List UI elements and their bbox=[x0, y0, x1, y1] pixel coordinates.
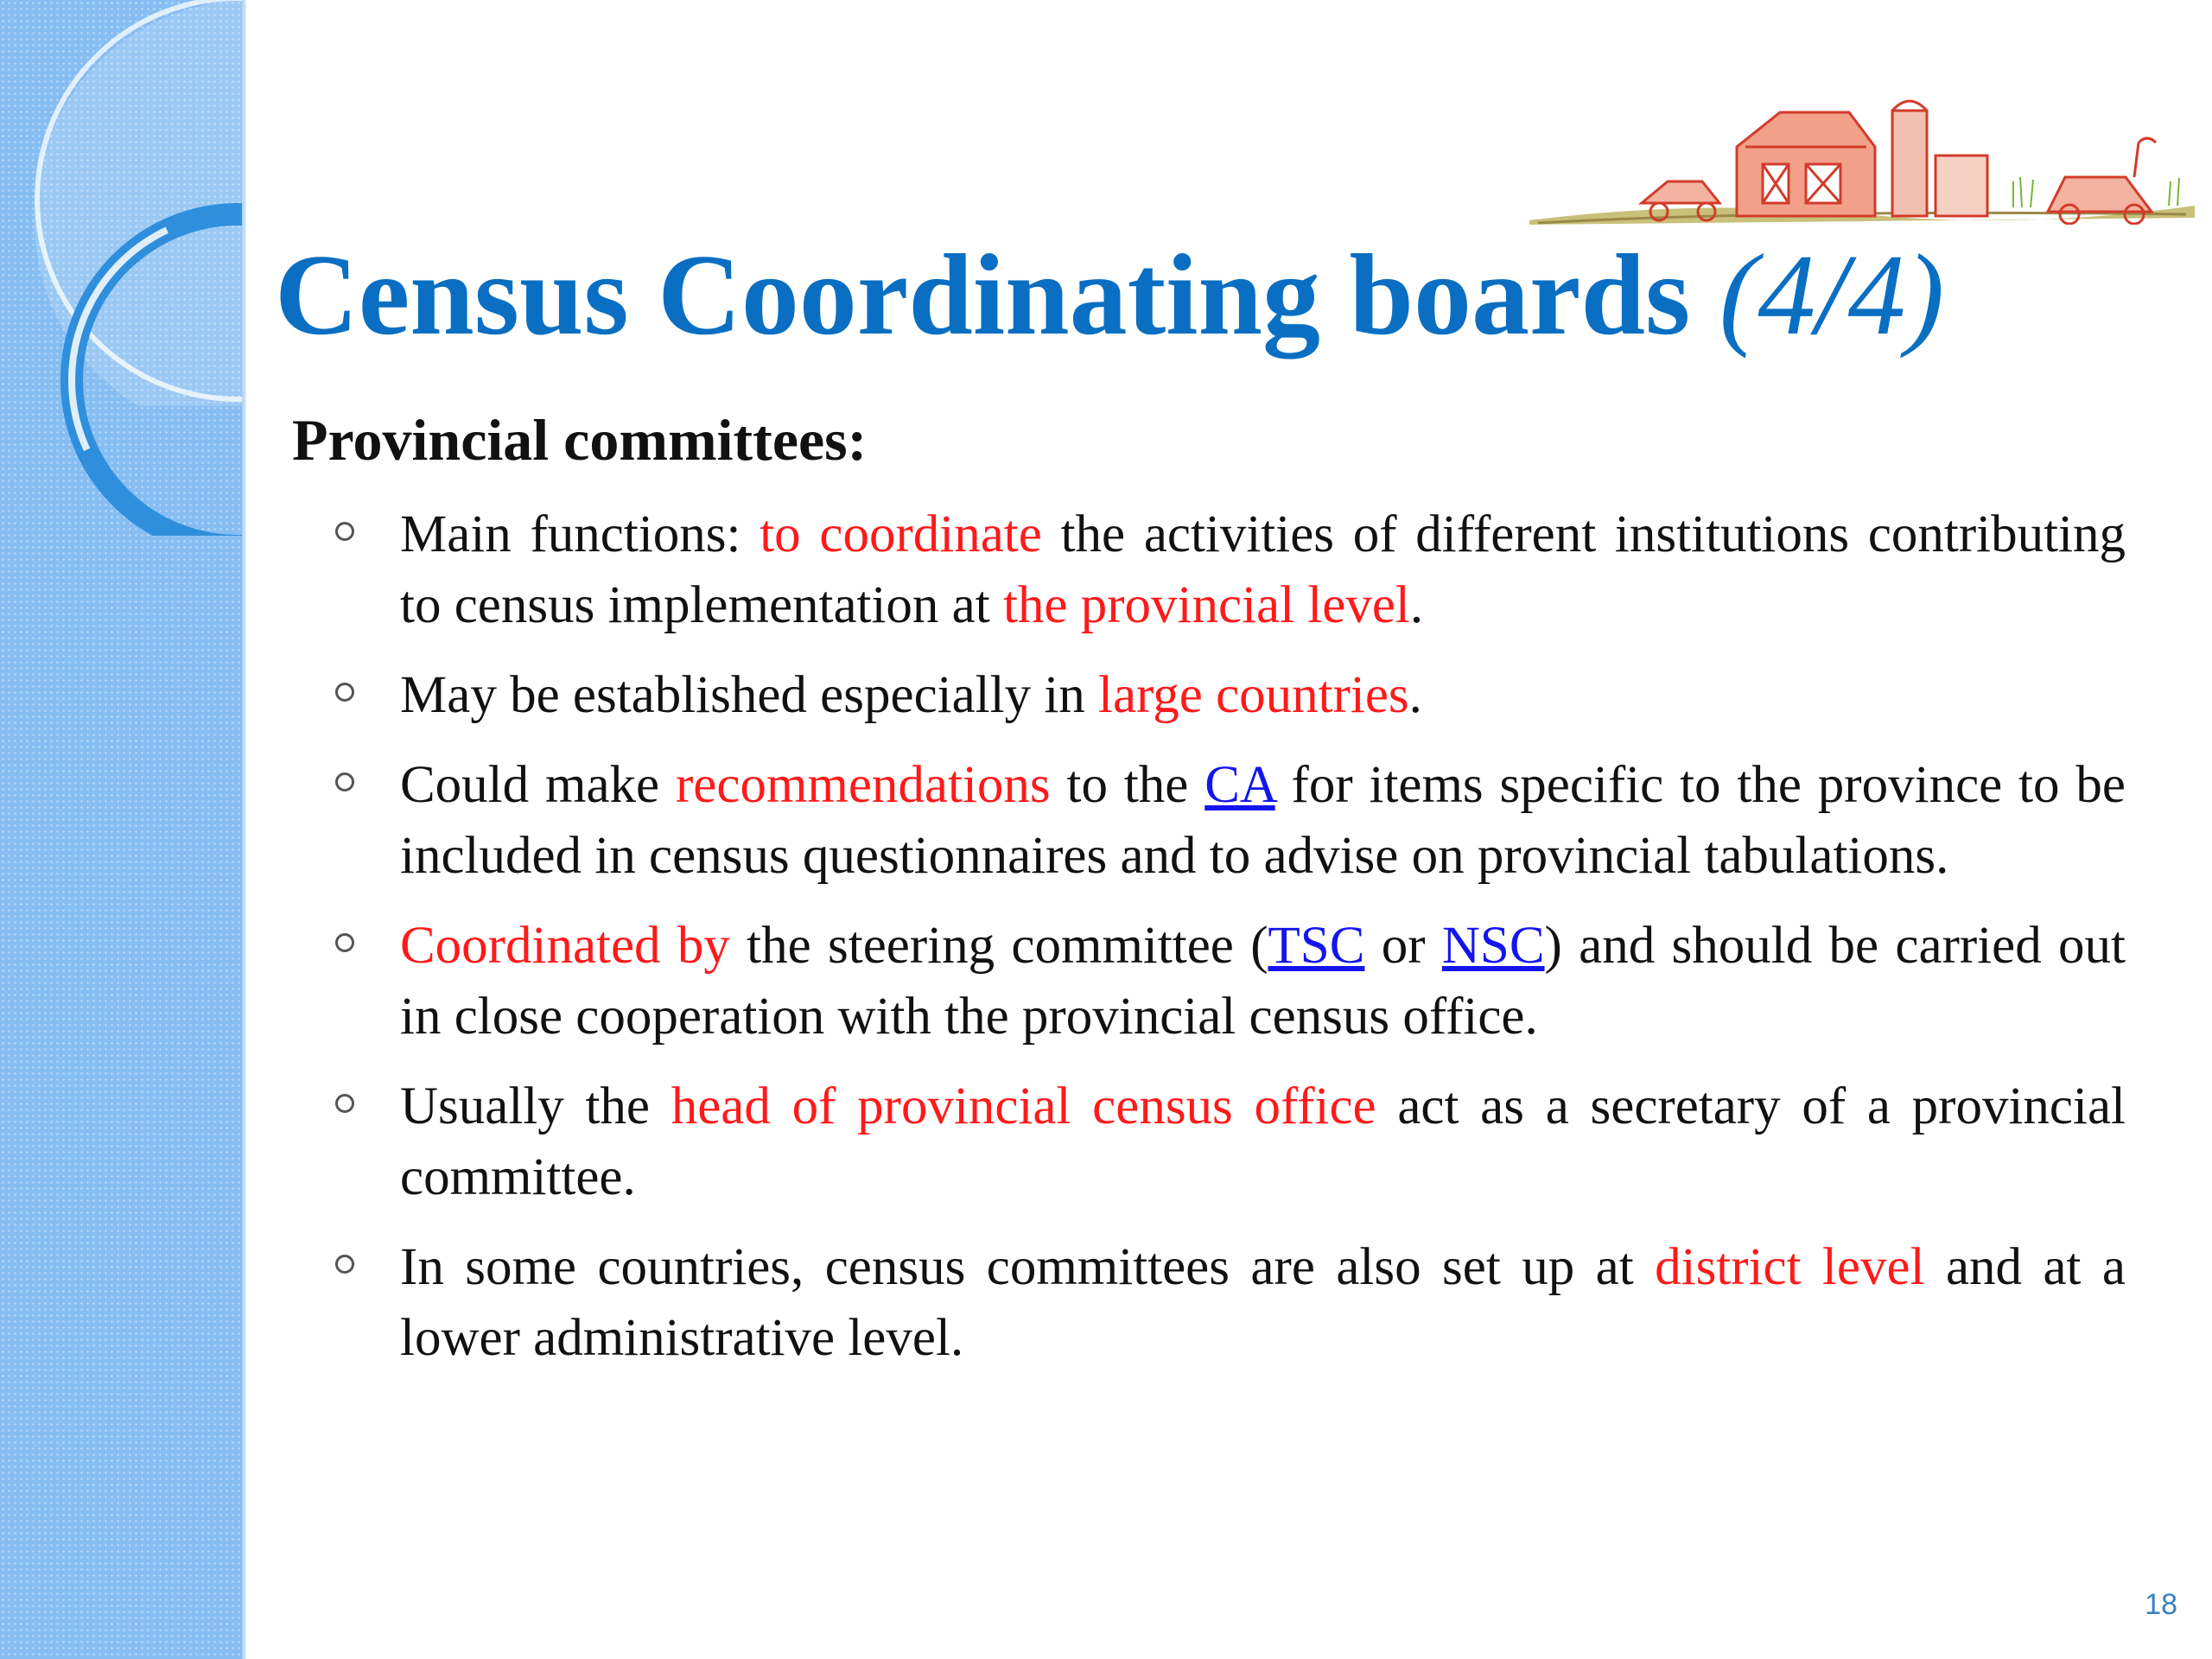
bullet-text: the activities of different institutions contributing to census implementation at bbox=[400, 505, 2126, 634]
bullet-text: In some countries, census committees are also set up at bbox=[400, 1238, 1656, 1296]
bullet-text: or bbox=[1364, 917, 1442, 975]
highlighted-text: district level bbox=[1655, 1238, 1925, 1296]
bullet-item bbox=[292, 499, 2126, 641]
highlighted-text: Coordinated by bbox=[400, 917, 730, 975]
bullet-text: . bbox=[1408, 666, 1422, 724]
bullet-text: Main functions: bbox=[400, 505, 760, 563]
farm-illustration bbox=[1529, 95, 2195, 225]
bullet-text: the steering committee ( bbox=[729, 917, 1268, 975]
sidebar-edge bbox=[242, 0, 246, 1659]
title-part-indicator: (4/4) bbox=[1719, 231, 1945, 359]
hollow-circle-bullet-icon bbox=[335, 522, 354, 541]
title-main: Census Coordinating boards bbox=[275, 231, 1719, 359]
highlighted-text: to coordinate bbox=[760, 505, 1042, 563]
highlighted-text: head of provincial census office bbox=[671, 1077, 1376, 1135]
highlighted-text: the provincial level bbox=[1002, 576, 1410, 634]
hollow-circle-bullet-icon bbox=[335, 683, 354, 702]
page-number: 18 bbox=[2145, 1588, 2177, 1621]
bullet-item bbox=[292, 911, 2126, 1052]
bullet-text: May be established especially in bbox=[400, 666, 1099, 724]
bullet-item bbox=[292, 750, 2126, 892]
link-nsc[interactable]: NSC bbox=[1441, 917, 1545, 975]
bullet-text: Could make bbox=[400, 756, 676, 814]
bullet-text: act as a secretary of a provincial committee. bbox=[400, 1077, 2126, 1206]
link-tsc[interactable]: TSC bbox=[1268, 917, 1365, 975]
bullet-text: and at a lower administrative level. bbox=[400, 1238, 2126, 1367]
hollow-circle-bullet-icon bbox=[335, 1255, 354, 1274]
ring-ornament-icon bbox=[0, 0, 246, 536]
bullet-item bbox=[292, 1232, 2126, 1374]
page-title bbox=[275, 232, 1944, 359]
bullet-item bbox=[292, 660, 2126, 731]
decorative-sidebar bbox=[0, 0, 246, 1659]
highlighted-text: large countries bbox=[1098, 666, 1409, 724]
section-heading: Provincial committees: bbox=[292, 407, 868, 473]
bullet-text: Usually the bbox=[400, 1077, 671, 1135]
bullet-text: for items specific to the province to be included in census questionnaires and to advise on provincial tabulations. bbox=[400, 756, 2126, 885]
hollow-circle-bullet-icon bbox=[335, 772, 354, 791]
hollow-circle-bullet-icon bbox=[335, 1094, 354, 1113]
bullet-item bbox=[292, 1071, 2126, 1213]
bullet-text: to the bbox=[1050, 756, 1205, 814]
hollow-circle-bullet-icon bbox=[335, 933, 354, 952]
bullet-text: ) and should be carried out in close cooperation with the provincial census office. bbox=[400, 917, 2126, 1046]
highlighted-text: recommendations bbox=[675, 756, 1051, 814]
bullet-text: . bbox=[1409, 576, 1424, 634]
bullet-list bbox=[292, 499, 2126, 1393]
link-ca[interactable]: CA bbox=[1205, 756, 1275, 814]
